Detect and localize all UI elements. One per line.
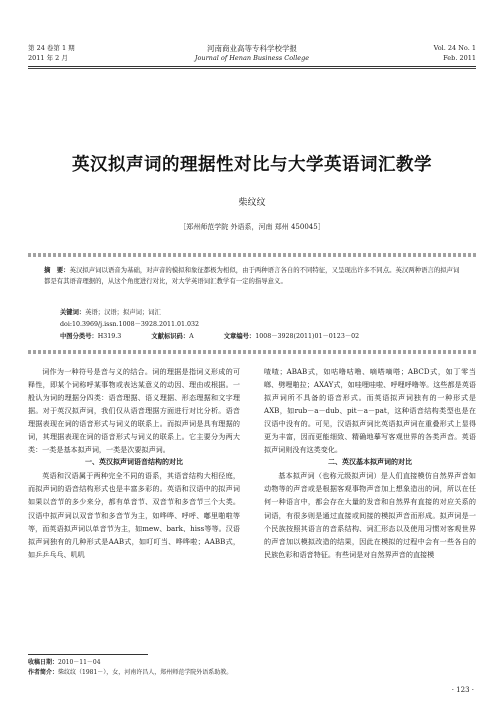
doc-code-label: 文献标识码： xyxy=(151,333,190,340)
journal-name-cn: 河南商业高等专科学校学报 xyxy=(207,44,297,53)
author-bio: 作者简介：柴纹纹（1981－），女，河南许昌人，郑州师范学院外语系助教。 xyxy=(28,669,233,676)
article-number: 1008－3928(2011)01－0123－02 xyxy=(255,333,360,340)
classification-line xyxy=(60,332,359,342)
paragraph-basic: 基本拟声词（也称元级拟声词）是人们直接模仿自然界声音如动物等的声音或是根据客观事物声音加上想象造出的词，所以在任何一种语言中，都会存在大量的发音和自然界有直接的对应关系的词语，有很多则是通过直接或间接的模拟声音而形成。拟声词是一个民族按照其语言的音系结构、词汇形态以及使用习惯对客观世界的声音加以模拟改造的结果，因此在模拟的过程中会有一些各自的民族色彩和语音特征。有些词是对自然界声音的直接模 xyxy=(264,471,476,559)
publication-date-en: Feb. 2011 xyxy=(443,54,476,62)
paragraph-intro: 词作为一种符号是音与义的结合。词的理据是指词义形成的可释性，即某个词称呼某事物或表达某意义的动因、理由或根据。一般认为词的理据分四类：语音理据、语义理据、形态理据和文字理据。对于英汉拟声词，我们仅从语音理据方面进行对比分析。语音理据表现在词的语音形式与词义的联系上。而拟声词是具有理据的词，其理据表现在词的语音形式与词义的联系上。它主要分为两大类：一类是基本拟声词，一类是次要拟声词。 xyxy=(28,367,240,455)
abstract-label: 摘 要： xyxy=(44,266,70,274)
paragraph-phonetic: 英语和汉语属于两种完全不同的语系，其语音结构大相径庭，而拟声词的语音结构形式也是丰富多彩的。英语和汉语中的拟声词如果以音节的多少来分，都有单音节、双音节和多音节三个大类。汉语中拟声词以双音节和多音节为主，如哗哗、呼呼、嘟里啪啦等等，而英语拟声词以单音节为主，如mew、bark、hiss等等。汉语拟声词独有的几种形式是AAB式，如叮叮当、哗哗啦；AABB式，如乒乒乓乓、叽叽 xyxy=(28,471,240,559)
clc-code: H319.3 xyxy=(97,333,122,340)
header-rule xyxy=(28,66,476,67)
article-title: 英汉拟声词的理据性对比与大学英语词汇教学 xyxy=(72,155,432,175)
abstract xyxy=(44,265,464,287)
journal-name-en: Journal of Henan Business College xyxy=(194,54,310,62)
paragraph-continued: 喳喳；ABAB式，如咕噜咕噜、嘀嗒嘀嗒；ABCD式，如丁零当啷、劈哩啪拉；AXAY式，如哇哩哇啦、呼哩呼噜等。这些都是英语拟声词所不具备的语音形式。而英语拟声词独有的一种形式是AXB，如rub－a－dub、pit－a－pat，这种语音结构类型也是在汉语中没有的。可见，汉语拟声词比英语拟声词在重叠形式上显得更为丰富，因而更能细致、精确地摹写客观世界的各类声音。英语拟声词则没有这类变化。 xyxy=(264,367,476,455)
volume-issue-en: Vol. 24 No. 1 xyxy=(433,44,476,52)
clc-label: 中图分类号： xyxy=(60,333,98,340)
keywords-label: 关键词： xyxy=(60,309,86,316)
keywords-line xyxy=(60,308,161,318)
header-rule-thin xyxy=(28,68,476,69)
publication-date: 2011 年 2 月 xyxy=(28,54,68,62)
footnote-rule xyxy=(28,654,148,655)
abstract-top-border xyxy=(28,253,476,257)
volume-issue: 第 24 卷第 1 期 xyxy=(28,44,75,52)
doi: doi:10.3969/j.issn.1008－3928.2011.01.032 xyxy=(60,321,200,328)
right-column xyxy=(264,365,476,561)
keywords: 英语；汉语；拟声词；词汇 xyxy=(85,309,161,316)
bio-label: 作者简介： xyxy=(28,669,59,676)
abstract-bottom-border xyxy=(28,350,476,354)
page-number: · 123 · xyxy=(451,686,474,694)
received-label: 收稿日期： xyxy=(28,659,59,666)
received-date: 收稿日期：2010－11－04 xyxy=(28,659,101,666)
left-column xyxy=(28,365,240,561)
section-heading-1: 一、英汉拟声词语音结构的对比 xyxy=(85,458,183,467)
author-affiliation: ［郑州师范学院 外语系，河南 郑州 450045］ xyxy=(179,223,325,231)
author-name: 柴纹纹 xyxy=(238,198,266,208)
article-no-label: 文章编号： xyxy=(223,333,256,340)
doc-code: A xyxy=(189,333,194,340)
section-heading-2: 二、英汉基本拟声词的对比 xyxy=(328,458,412,467)
abstract-text: 英汉拟声词以语音为基础，对声音的模拟和象征都极为相似，由于两种语言各自的不同特征，又呈现出许多不同点。英汉两种语言的拟声词都是有其语音理据的，从这个角度进行对比，对大学英语词汇教学有一定的指导意义。 xyxy=(44,266,460,286)
